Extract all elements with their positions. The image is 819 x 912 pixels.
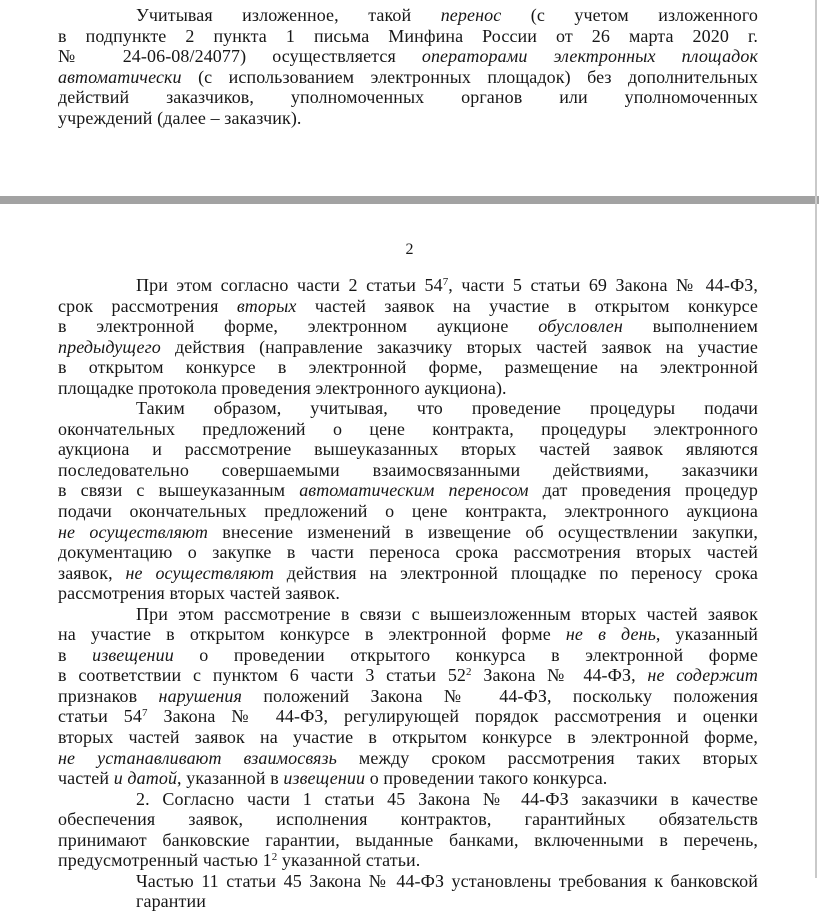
page-number: 2 (405, 241, 414, 258)
italic-text: нарушения (158, 685, 243, 706)
text-line: принимают банковские гарантии, выданные банками, включенными в перечень, (58, 829, 758, 850)
text-line: не устанавливают взаимосвязь между сроком рассмотрения таких вторых (58, 747, 758, 768)
text-line: автоматически (с использованием электронных площадок) без дополнительных (58, 66, 758, 87)
text-line: в подпункте 2 пункта 1 письма Минфина России от 26 марта 2020 г. (58, 25, 758, 46)
italic-text: не содержит (647, 665, 758, 686)
text-line: действий заказчиков, уполномоченных органов или уполномоченных (58, 87, 758, 108)
text-line: рассмотрения вторых частей заявок. (58, 583, 340, 604)
superscript-text: 7 (442, 276, 449, 288)
text-line: заявок, не осуществляют действия на электронной площадке по переносу срока (58, 562, 758, 583)
text-line: в связи с вышеуказанным автоматическим переносом дат проведения процедур (58, 480, 759, 501)
text-line: в открытом конкурсе в электронной форме, размещение на электронной (58, 357, 758, 378)
text-line: признаков нарушения положений Закона № 44-ФЗ, поскольку положения (58, 685, 758, 706)
text-line: окончательных предложений о цене контракта, процедуры электронного (58, 418, 758, 439)
text-line: учреждений (далее – заказчик). (58, 107, 302, 128)
text-line: частей и датой, указанной в извещении о проведении такого конкурса. (58, 768, 608, 789)
italic-text: не в день (565, 624, 656, 645)
page-gap-divider (0, 196, 819, 204)
text-line: подачи окончательных предложений о цене контракта, электронного аукциона (58, 501, 758, 522)
page2-text-block (58, 275, 758, 912)
text-line: вторых частей заявок на участие в открытом конкурсе в электронной форме, (58, 727, 758, 748)
italic-text: извещении (92, 644, 174, 665)
text-line: в соответствии с пунктом 6 части 3 статьи $52^2$ Закона № 44-ФЗ, не содержит (58, 665, 758, 686)
text-line: на участие в открытом конкурсе в электронной форме не в день, указанный (58, 624, 759, 645)
text-line: Частью 11 статьи 45 Закона № 44-ФЗ установлены требования к банковской гарантии (136, 870, 758, 912)
text-line: не осуществляют внесение изменений в извещение об осуществлении закупки, (58, 521, 758, 542)
italic-text: вторых (236, 295, 297, 316)
text-line: При этом рассмотрение в связи с вышеизложенным вторых частей заявок (136, 603, 758, 624)
document-page-2 (0, 204, 819, 912)
page1-text-block (58, 5, 758, 128)
text-line: При этом согласно части 2 статьи $54^7$, части 5 статьи 69 Закона № 44-ФЗ, (136, 275, 758, 295)
text-line: предыдущего действия (направление заказчику вторых частей заявок на участие (58, 336, 758, 357)
italic-text: перенос (440, 5, 502, 25)
document-page-1 (0, 0, 819, 196)
text-line: последовательно совершаемыми взаимосвязанными действиями, заказчики (58, 459, 758, 480)
superscript-text: 2 (466, 666, 472, 679)
italic-text: не осуществляют (125, 562, 274, 583)
italic-text: автоматически (58, 66, 182, 87)
paragraph (58, 275, 758, 398)
text-line: 2. Согласно части 1 статьи 45 Закона № 44-ФЗ заказчики в качестве (136, 788, 758, 809)
italic-text: автоматическим переносом (299, 480, 529, 501)
italic-text: операторами электронных площадок (421, 46, 758, 67)
paragraph (58, 398, 758, 603)
superscript-text: 2 (271, 851, 278, 864)
text-line: площадке протокола проведения электронного аукциона). (58, 377, 507, 398)
text-line: в электронной форме, электронном аукционе обусловлен выполнением (58, 316, 758, 337)
italic-text: не устанавливают взаимосвязь (58, 747, 337, 768)
text-line: аукциона и рассмотрение вышеуказанных вторых частей заявок являются (58, 439, 758, 460)
paragraph (58, 5, 758, 128)
italic-text: извещении (283, 768, 366, 789)
text-line: Таким образом, учитывая, что проведение процедуры подачи (136, 398, 758, 419)
paragraph (58, 604, 758, 789)
text-line: № 24-06-08/24077) осуществляется операторами электронных площадок (58, 46, 758, 67)
superscript-text: 7 (141, 707, 148, 720)
text-line: срок рассмотрения вторых частей заявок на участие в открытом конкурсе (58, 295, 758, 316)
text-line: обеспечения заявок, исполнения контрактов, гарантийных обязательств (58, 809, 758, 830)
italic-text: не осуществляют (58, 521, 208, 542)
text-line: статьи $54^7$ Закона № 44-ФЗ, регулирующей порядок рассмотрения и оценки (58, 706, 758, 727)
italic-text: предыдущего (58, 336, 161, 357)
paragraph (58, 789, 758, 871)
text-line: Учитывая изложенное, такой перенос (с учетом изложенного (136, 5, 758, 25)
italic-text: и датой (113, 768, 178, 789)
italic-text: обусловлен (538, 316, 623, 337)
paragraph (58, 871, 758, 912)
text-line: в извещении о проведении открытого конкурса в электронной форме (58, 644, 758, 665)
text-line: документацию о закупке в части переноса срока рассмотрения вторых частей (58, 542, 758, 563)
text-line: предусмотренный частью $1^2$ указанной статьи. (58, 850, 421, 871)
